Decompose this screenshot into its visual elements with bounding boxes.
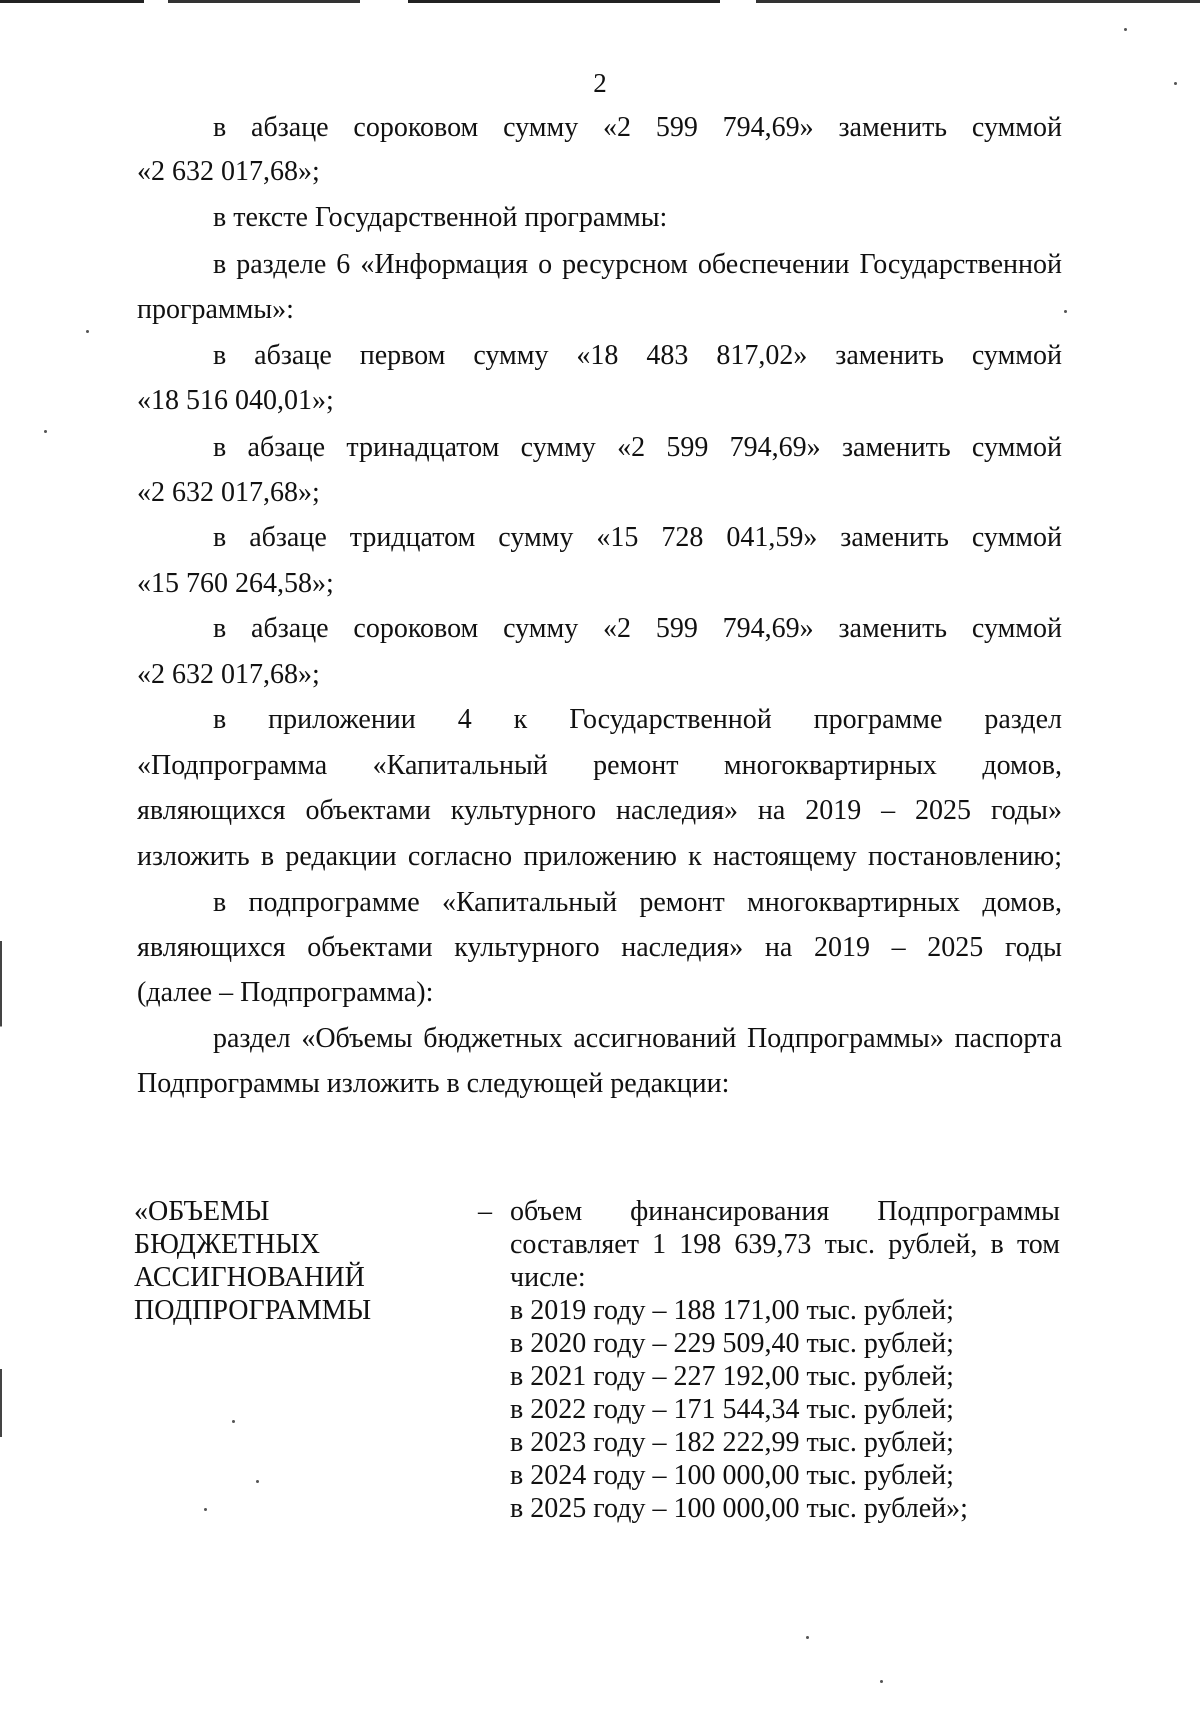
scan-speck	[1064, 310, 1067, 313]
passport-dash: –	[478, 1196, 492, 1227]
paragraph-line: являющихся объектами культурного наследия» на 2019 – 2025 годы»	[137, 795, 1062, 826]
financing-year-line: в 2023 году – 182 222,99 тыс. рублей;	[510, 1427, 954, 1458]
paragraph-line: «2 632 017,68»;	[137, 156, 320, 187]
scan-speck	[1174, 82, 1177, 85]
financing-year-line: в 2022 году – 171 544,34 тыс. рублей;	[510, 1394, 954, 1425]
paragraph-line: изложить в редакции согласно приложению к настоящему постановлению;	[137, 841, 1062, 872]
scan-speck	[44, 430, 47, 433]
passport-section-title	[134, 1195, 371, 1327]
scan-speck	[1124, 28, 1127, 31]
paragraph-line: «Подпрограмма «Капитальный ремонт многоквартирных домов,	[137, 750, 1062, 781]
financing-line: числе:	[510, 1262, 586, 1293]
paragraph-line: Подпрограммы изложить в следующей редакции:	[137, 1068, 730, 1099]
paragraph-line: «2 632 017,68»;	[137, 659, 320, 690]
passport-title-line: «ОБЪЕМЫ	[134, 1196, 270, 1227]
paragraph-line: в абзаце тридцатом сумму «15 728 041,59» заменить суммой	[213, 522, 1062, 553]
paragraph-line: программы»:	[137, 294, 294, 325]
passport-title-line: БЮДЖЕТНЫХ	[134, 1229, 321, 1260]
financing-year-line: в 2020 году – 229 509,40 тыс. рублей;	[510, 1328, 954, 1359]
financing-line: объем финансирования Подпрограммы	[510, 1196, 1060, 1227]
scan-top-edge	[0, 0, 1200, 3]
passport-financing-text	[510, 1195, 1060, 1525]
paragraph-line: в тексте Государственной программы:	[213, 202, 668, 233]
scan-speck	[806, 1636, 809, 1639]
passport-title-line: АССИГНОВАНИЙ	[134, 1262, 365, 1293]
financing-line: составляет 1 198 639,73 тыс. рублей, в том	[510, 1229, 1060, 1260]
scan-left-edge	[0, 0, 2, 1711]
paragraph-line: «18 516 040,01»;	[137, 385, 334, 416]
scan-speck	[204, 1508, 207, 1511]
paragraph-line: являющихся объектами культурного наследия» на 2019 – 2025 годы	[137, 932, 1062, 963]
paragraph-line: в абзаце сороковом сумму «2 599 794,69» заменить суммой	[213, 112, 1062, 143]
paragraph-line: в приложении 4 к Государственной программе раздел	[213, 704, 1062, 735]
financing-year-line: в 2021 году – 227 192,00 тыс. рублей;	[510, 1361, 954, 1392]
scan-speck	[880, 1680, 883, 1683]
scan-speck	[86, 330, 89, 333]
paragraph-line: в подпрограмме «Капитальный ремонт многоквартирных домов,	[213, 887, 1062, 918]
scan-speck	[232, 1420, 235, 1423]
passport-title-line: ПОДПРОГРАММЫ	[134, 1295, 372, 1326]
paragraph-line: в абзаце первом сумму «18 483 817,02» заменить суммой	[213, 340, 1062, 371]
financing-year-line: в 2019 году – 188 171,00 тыс. рублей;	[510, 1295, 954, 1326]
page-number: 2	[593, 68, 607, 98]
paragraph-line: в абзаце тринадцатом сумму «2 599 794,69» заменить суммой	[213, 432, 1062, 463]
paragraph-line: раздел «Объемы бюджетных ассигнований Подпрограммы» паспорта	[213, 1023, 1062, 1054]
financing-year-line: в 2024 году – 100 000,00 тыс. рублей;	[510, 1460, 954, 1491]
paragraph-line: (далее – Подпрограмма):	[137, 977, 434, 1008]
scan-speck	[256, 1480, 259, 1483]
paragraph-line: «2 632 017,68»;	[137, 477, 320, 508]
paragraph-line: в абзаце сороковом сумму «2 599 794,69» заменить суммой	[213, 613, 1062, 644]
paragraph-line: в разделе 6 «Информация о ресурсном обеспечении Государственной	[213, 249, 1062, 280]
financing-year-line: в 2025 году – 100 000,00 тыс. рублей»;	[510, 1493, 968, 1524]
paragraph-line: «15 760 264,58»;	[137, 568, 334, 599]
